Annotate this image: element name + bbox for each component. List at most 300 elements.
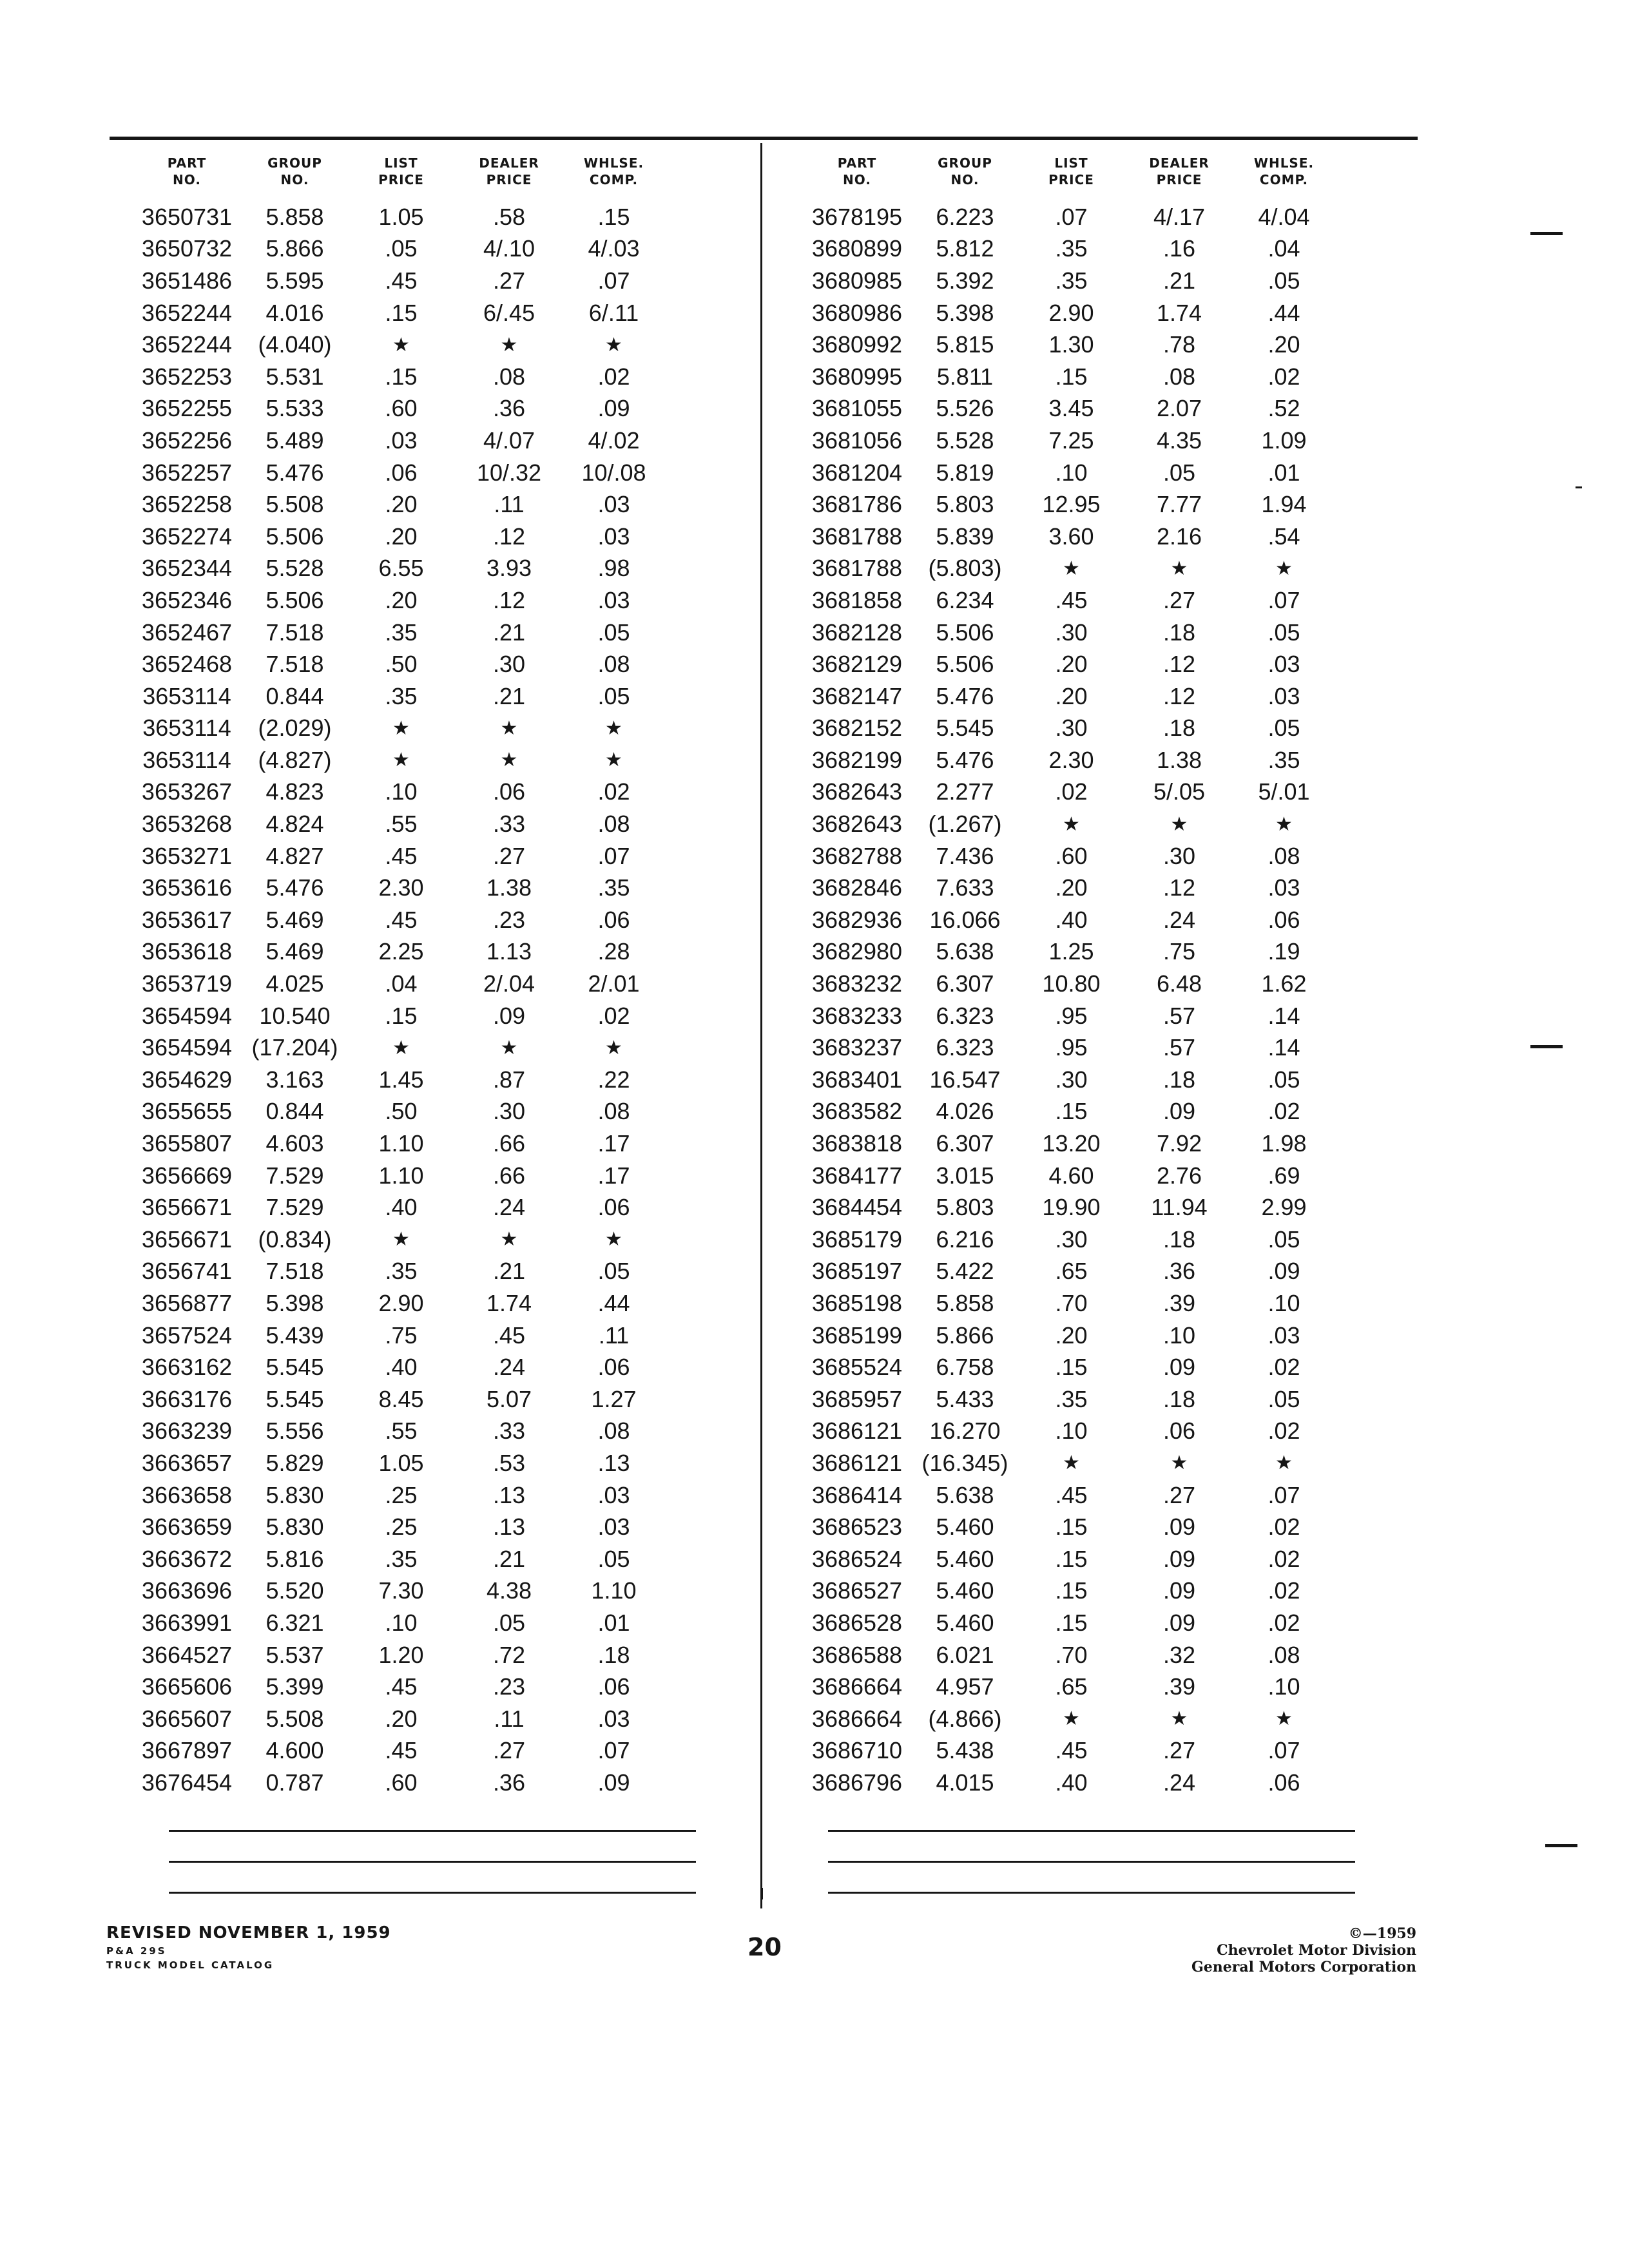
group-no-cell: 5.506 xyxy=(936,619,994,646)
table-row xyxy=(802,1735,1395,1767)
group-no-cell: 0.844 xyxy=(265,682,324,709)
table-row xyxy=(802,840,1395,872)
whlse-comp-cell: 1.27 xyxy=(591,1385,637,1412)
list-price-cell: ★ xyxy=(392,334,410,356)
whlse-comp-cell: ★ xyxy=(605,1229,622,1251)
group-no-cell: 5.422 xyxy=(936,1258,994,1285)
group-no-cell: 5.830 xyxy=(265,1481,324,1508)
list-price-cell: 8.45 xyxy=(378,1385,424,1412)
table-row xyxy=(132,1351,725,1383)
dealer-price-cell: ★ xyxy=(500,1037,518,1059)
dealer-price-cell: .18 xyxy=(1162,1385,1196,1412)
table-row xyxy=(802,1767,1395,1799)
dealer-price-cell: 1.38 xyxy=(486,874,532,901)
table-row xyxy=(802,1383,1395,1416)
table-row xyxy=(132,1128,725,1160)
whlse-comp-cell: .69 xyxy=(1268,1162,1300,1189)
group-no-cell: 3.015 xyxy=(936,1162,994,1189)
dealer-price-cell: .66 xyxy=(492,1130,526,1157)
dealer-price-cell: .21 xyxy=(492,619,526,646)
part-no-cell: 3686523 xyxy=(811,1514,903,1541)
table-row xyxy=(132,744,725,776)
list-price-cell: .15 xyxy=(1055,1098,1088,1125)
table-row xyxy=(132,1160,725,1192)
group-no-cell: (2.029) xyxy=(258,715,332,742)
group-no-cell: 5.528 xyxy=(936,427,994,454)
group-no-cell: 5.438 xyxy=(936,1737,994,1764)
table-row xyxy=(132,553,725,585)
list-price-cell: .20 xyxy=(1055,1321,1088,1349)
dealer-price-cell: ★ xyxy=(1170,1452,1188,1474)
group-no-cell: 6.223 xyxy=(936,203,994,230)
group-no-cell: 6.323 xyxy=(936,1034,994,1061)
dealer-price-cell: .12 xyxy=(492,523,526,550)
dealer-price-cell: .18 xyxy=(1162,619,1196,646)
table-row xyxy=(132,584,725,617)
table-row xyxy=(802,265,1395,297)
whlse-comp-cell: .17 xyxy=(597,1162,630,1189)
group-no-cell: 5.537 xyxy=(265,1641,324,1668)
table-row xyxy=(802,1128,1395,1160)
whlse-comp-cell: .06 xyxy=(597,1673,630,1700)
list-price-cell: .15 xyxy=(385,363,418,390)
dealer-price-cell: .13 xyxy=(492,1481,526,1508)
group-no-cell: 5.433 xyxy=(936,1385,994,1412)
group-no-cell: 4.823 xyxy=(265,778,324,805)
table-row xyxy=(802,1671,1395,1703)
table-row xyxy=(802,201,1395,233)
group-no-cell: 4.957 xyxy=(936,1673,994,1700)
table-row xyxy=(132,1767,725,1799)
part-no-cell: 3654629 xyxy=(141,1066,233,1093)
dealer-price-cell: 10/.32 xyxy=(476,459,542,486)
part-no-cell: 3656671 xyxy=(141,1225,233,1253)
table-row xyxy=(802,1320,1395,1352)
group-no-cell: 16.547 xyxy=(929,1066,1001,1093)
group-no-cell: 5.803 xyxy=(936,1194,994,1221)
list-price-cell: .45 xyxy=(385,1673,418,1700)
list-price-cell: .35 xyxy=(385,619,418,646)
group-no-cell: 4.600 xyxy=(265,1737,324,1764)
whlse-comp-cell: .05 xyxy=(597,682,630,709)
part-no-cell: 3681788 xyxy=(811,523,903,550)
group-no-cell: 5.460 xyxy=(936,1577,994,1604)
whlse-comp-cell: .07 xyxy=(597,267,630,294)
blank-line xyxy=(828,1892,1355,1894)
table-row xyxy=(132,1671,725,1703)
table-row xyxy=(132,488,725,521)
part-no-cell: 3663696 xyxy=(141,1577,233,1604)
table-row xyxy=(802,584,1395,617)
dealer-price-cell: .09 xyxy=(1162,1545,1196,1572)
table-row xyxy=(802,648,1395,680)
list-price-cell: 2.25 xyxy=(378,938,424,965)
group-no-cell: 5.803 xyxy=(936,491,994,518)
whlse-comp-cell: .02 xyxy=(597,1002,630,1029)
dealer-price-cell: .05 xyxy=(1162,459,1196,486)
list-price-cell: 1.10 xyxy=(378,1130,424,1157)
list-price-cell: .25 xyxy=(385,1514,418,1541)
dealer-price-cell: .24 xyxy=(492,1354,526,1381)
list-price-cell: .40 xyxy=(1055,906,1088,933)
part-no-cell: 3653114 xyxy=(142,715,231,742)
list-price-cell: .05 xyxy=(385,235,418,262)
revision-mark xyxy=(1530,1045,1563,1048)
list-price-cell: .70 xyxy=(1055,1641,1088,1668)
list-price-cell: .03 xyxy=(385,427,418,454)
top-rule xyxy=(110,137,1418,140)
dealer-price-cell: 6/.45 xyxy=(483,299,535,326)
dealer-price-cell: .78 xyxy=(1162,331,1196,358)
group-no-cell: 6.323 xyxy=(936,1002,994,1029)
list-price-cell: 1.25 xyxy=(1048,938,1094,965)
part-no-cell: 3652256 xyxy=(141,427,233,454)
dealer-price-cell: .18 xyxy=(1162,1225,1196,1253)
group-no-cell: 7.518 xyxy=(265,619,324,646)
blank-line xyxy=(828,1830,1355,1832)
right-price-table xyxy=(802,155,1395,1799)
group-no-cell: 10.540 xyxy=(259,1002,331,1029)
part-no-cell: 3663991 xyxy=(141,1609,233,1636)
table-row xyxy=(802,1032,1395,1064)
dealer-price-cell: .30 xyxy=(492,651,526,678)
dealer-price-cell: .33 xyxy=(492,811,526,838)
list-price-cell: .50 xyxy=(385,651,418,678)
table-row xyxy=(802,936,1395,968)
part-no-cell: 3683237 xyxy=(811,1034,903,1061)
whlse-comp-cell: .02 xyxy=(1268,1577,1300,1604)
header-group-no: GROUP NO. xyxy=(267,155,322,187)
part-no-cell: 3653271 xyxy=(141,842,233,869)
whlse-comp-cell: .07 xyxy=(1268,1481,1300,1508)
whlse-comp-cell: .05 xyxy=(597,1258,630,1285)
table-row xyxy=(132,968,725,1000)
group-no-cell: 5.866 xyxy=(265,235,324,262)
list-price-cell: .15 xyxy=(1055,1609,1088,1636)
list-price-cell: .55 xyxy=(385,1418,418,1445)
table-row xyxy=(802,1447,1395,1479)
part-no-cell: 3652344 xyxy=(141,555,233,582)
table-row xyxy=(132,521,725,553)
group-no-cell: (4.827) xyxy=(258,746,332,773)
revised-date: REVISED NOVEMBER 1, 1959 xyxy=(106,1923,391,1943)
table-row xyxy=(132,808,725,840)
part-no-cell: 3650732 xyxy=(141,235,233,262)
dealer-price-cell: .09 xyxy=(1162,1514,1196,1541)
dealer-price-cell: .57 xyxy=(1162,1034,1196,1061)
whlse-comp-cell: .02 xyxy=(597,363,630,390)
footer-left xyxy=(106,1923,391,1971)
part-no-cell: 3682152 xyxy=(811,715,903,742)
table-row xyxy=(132,648,725,680)
part-no-cell: 3676454 xyxy=(141,1769,233,1796)
group-no-cell: (17.204) xyxy=(251,1034,338,1061)
whlse-comp-cell: .02 xyxy=(1268,1609,1300,1636)
dealer-price-cell: 4/.07 xyxy=(483,427,535,454)
table-row xyxy=(132,1575,725,1608)
dealer-price-cell: .27 xyxy=(1162,1737,1196,1764)
table-row xyxy=(132,1320,725,1352)
part-no-cell: 3683233 xyxy=(811,1002,903,1029)
whlse-comp-cell: .05 xyxy=(1268,1385,1300,1412)
table-row xyxy=(132,840,725,872)
table-row xyxy=(802,488,1395,521)
table-row xyxy=(802,1703,1395,1735)
table-row xyxy=(132,904,725,936)
part-no-cell: 3686796 xyxy=(811,1769,903,1796)
table-body xyxy=(132,201,725,1799)
whlse-comp-cell: .13 xyxy=(597,1449,630,1476)
group-no-cell: 5.460 xyxy=(936,1514,994,1541)
table-row xyxy=(132,1000,725,1032)
part-no-cell: 3682199 xyxy=(811,746,903,773)
part-no-cell: 3681786 xyxy=(811,491,903,518)
group-no-cell: 4.603 xyxy=(265,1130,324,1157)
whlse-comp-cell: .07 xyxy=(1268,1737,1300,1764)
list-price-cell: .45 xyxy=(385,267,418,294)
dealer-price-cell: 7.77 xyxy=(1156,491,1202,518)
table-row xyxy=(132,1191,725,1224)
group-no-cell: 7.529 xyxy=(265,1162,324,1189)
whlse-comp-cell: .35 xyxy=(1268,746,1300,773)
dealer-price-cell: 1.74 xyxy=(1156,299,1202,326)
part-no-cell: 3652258 xyxy=(141,491,233,518)
group-no-cell: 5.489 xyxy=(265,427,324,454)
copyright: ©—1959 xyxy=(1348,1925,1416,1942)
dealer-price-cell: .12 xyxy=(1162,651,1196,678)
part-no-cell: 3685197 xyxy=(811,1258,903,1285)
dealer-price-cell: .33 xyxy=(492,1418,526,1445)
group-no-cell: 6.307 xyxy=(936,970,994,997)
group-no-cell: 5.506 xyxy=(265,586,324,613)
catalog-code: P&A 29S xyxy=(106,1945,167,1957)
list-price-cell: 12.95 xyxy=(1042,491,1101,518)
list-price-cell: .35 xyxy=(1055,235,1088,262)
dealer-price-cell: .36 xyxy=(492,1769,526,1796)
list-price-cell: .30 xyxy=(1055,715,1088,742)
list-price-cell: ★ xyxy=(1063,813,1080,835)
part-no-cell: 3653114 xyxy=(142,746,231,773)
blank-line xyxy=(169,1830,696,1832)
whlse-comp-cell: .28 xyxy=(597,938,630,965)
whlse-comp-cell: 1.98 xyxy=(1261,1130,1307,1157)
header-list-price: LIST PRICE xyxy=(378,155,424,187)
list-price-cell: .25 xyxy=(385,1481,418,1508)
table-row xyxy=(802,1160,1395,1192)
dealer-price-cell: .21 xyxy=(492,1258,526,1285)
table-row xyxy=(132,425,725,457)
whlse-comp-cell: .02 xyxy=(1268,1098,1300,1125)
whlse-comp-cell: .06 xyxy=(597,1354,630,1381)
whlse-comp-cell: .08 xyxy=(1268,1641,1300,1668)
dealer-price-cell: 1.74 xyxy=(486,1289,532,1316)
part-no-cell: 3683818 xyxy=(811,1130,903,1157)
whlse-comp-cell: 5/.01 xyxy=(1258,778,1310,805)
part-no-cell: 3655655 xyxy=(141,1098,233,1125)
list-price-cell: ★ xyxy=(1063,1708,1080,1730)
part-no-cell: 3652468 xyxy=(141,651,233,678)
list-price-cell: 6.55 xyxy=(378,555,424,582)
list-price-cell: ★ xyxy=(1063,557,1080,579)
table-row xyxy=(802,617,1395,649)
list-price-cell: 7.25 xyxy=(1048,427,1094,454)
whlse-comp-cell: .11 xyxy=(598,1321,630,1349)
list-price-cell: .45 xyxy=(385,842,418,869)
part-no-cell: 3686527 xyxy=(811,1577,903,1604)
table-row xyxy=(802,1639,1395,1671)
list-price-cell: 2.30 xyxy=(1048,746,1094,773)
revision-mark xyxy=(1576,486,1582,488)
list-price-cell: .35 xyxy=(1055,1385,1088,1412)
whlse-comp-cell: .19 xyxy=(1268,938,1300,965)
whlse-comp-cell: 6/.11 xyxy=(588,299,639,326)
header-whlse-comp: WHLSE. COMP. xyxy=(1253,155,1315,187)
group-no-cell: 5.506 xyxy=(936,651,994,678)
whlse-comp-cell: ★ xyxy=(605,334,622,356)
whlse-comp-cell: 2/.01 xyxy=(588,970,640,997)
list-price-cell: .60 xyxy=(385,1769,418,1796)
table-row xyxy=(802,776,1395,809)
part-no-cell: 3655807 xyxy=(141,1130,233,1157)
whlse-comp-cell: ★ xyxy=(1275,1452,1293,1474)
part-no-cell: 3664527 xyxy=(141,1641,233,1668)
table-row xyxy=(802,1287,1395,1320)
whlse-comp-cell: .15 xyxy=(597,203,630,230)
dealer-price-cell: .08 xyxy=(1162,363,1196,390)
dealer-price-cell: .09 xyxy=(1162,1354,1196,1381)
dealer-price-cell: .27 xyxy=(1162,1481,1196,1508)
list-price-cell: .45 xyxy=(1055,1481,1088,1508)
part-no-cell: 3656741 xyxy=(141,1258,233,1285)
whlse-comp-cell: .02 xyxy=(1268,1514,1300,1541)
dealer-price-cell: 6.48 xyxy=(1156,970,1202,997)
table-row xyxy=(132,201,725,233)
group-no-cell: 5.469 xyxy=(265,906,324,933)
list-price-cell: .45 xyxy=(385,906,418,933)
list-price-cell: .15 xyxy=(1055,1514,1088,1541)
part-no-cell: 3663658 xyxy=(141,1481,233,1508)
table-row xyxy=(132,1064,725,1096)
group-no-cell: 3.163 xyxy=(265,1066,324,1093)
list-price-cell: .55 xyxy=(385,811,418,838)
table-row xyxy=(802,1479,1395,1512)
dealer-price-cell: 4.35 xyxy=(1156,427,1202,454)
whlse-comp-cell: .02 xyxy=(1268,1354,1300,1381)
part-no-cell: 3653618 xyxy=(141,938,233,965)
part-no-cell: 3663672 xyxy=(141,1545,233,1572)
revision-mark xyxy=(1545,1844,1577,1847)
group-no-cell: 6.216 xyxy=(936,1225,994,1253)
group-no-cell: 5.508 xyxy=(265,1705,324,1732)
dealer-price-cell: ★ xyxy=(1170,1708,1188,1730)
column-divider xyxy=(760,143,762,1908)
whlse-comp-cell: .02 xyxy=(1268,1418,1300,1445)
table-row xyxy=(802,1511,1395,1543)
table-row xyxy=(132,233,725,265)
dealer-price-cell: .12 xyxy=(1162,874,1196,901)
part-no-cell: 3686664 xyxy=(811,1673,903,1700)
page-number: 20 xyxy=(747,1933,782,1961)
footer-right xyxy=(1191,1925,1416,1975)
group-no-cell: 5.839 xyxy=(936,523,994,550)
group-no-cell: 0.787 xyxy=(265,1769,324,1796)
dealer-price-cell: .09 xyxy=(1162,1098,1196,1125)
list-price-cell: 2.30 xyxy=(378,874,424,901)
list-price-cell: ★ xyxy=(392,749,410,771)
revision-mark xyxy=(1530,232,1563,235)
whlse-comp-cell: .02 xyxy=(1268,1545,1300,1572)
group-no-cell: 0.844 xyxy=(265,1098,324,1125)
list-price-cell: .40 xyxy=(385,1194,418,1221)
blank-line xyxy=(169,1861,696,1863)
list-price-cell: .10 xyxy=(1055,459,1088,486)
list-price-cell: .45 xyxy=(1055,1737,1088,1764)
group-no-cell: 5.829 xyxy=(265,1449,324,1476)
dealer-price-cell: .12 xyxy=(1162,682,1196,709)
group-no-cell: 6.234 xyxy=(936,586,994,613)
dealer-price-cell: .24 xyxy=(1162,906,1196,933)
group-no-cell: 5.398 xyxy=(265,1289,324,1316)
blank-line xyxy=(169,1892,696,1894)
dealer-price-cell: 1.38 xyxy=(1156,746,1202,773)
list-price-cell: .50 xyxy=(385,1098,418,1125)
whlse-comp-cell: .35 xyxy=(597,874,630,901)
dealer-price-cell: .21 xyxy=(492,682,526,709)
part-no-cell: 3680995 xyxy=(811,363,903,390)
catalog-name: TRUCK MODEL CATALOG xyxy=(106,1959,275,1971)
part-no-cell: 3683582 xyxy=(811,1098,903,1125)
list-price-cell: .20 xyxy=(385,586,418,613)
list-price-cell: 1.05 xyxy=(378,203,424,230)
dealer-price-cell: .39 xyxy=(1162,1673,1196,1700)
table-row xyxy=(802,713,1395,745)
list-price-cell: ★ xyxy=(392,717,410,739)
whlse-comp-cell: .05 xyxy=(1268,619,1300,646)
whlse-comp-cell: .09 xyxy=(597,1769,630,1796)
whlse-comp-cell: .08 xyxy=(1268,842,1300,869)
dealer-price-cell: .57 xyxy=(1162,1002,1196,1029)
list-price-cell: ★ xyxy=(392,1037,410,1059)
part-no-cell: 3653267 xyxy=(141,778,233,805)
group-no-cell: 5.866 xyxy=(936,1321,994,1349)
list-price-cell: .95 xyxy=(1055,1034,1088,1061)
group-no-cell: 5.398 xyxy=(936,299,994,326)
whlse-comp-cell: .06 xyxy=(1268,906,1300,933)
group-no-cell: 5.556 xyxy=(265,1418,324,1445)
list-price-cell: .20 xyxy=(385,523,418,550)
group-no-cell: 6.307 xyxy=(936,1130,994,1157)
table-row xyxy=(132,1543,725,1575)
whlse-comp-cell: 4/.02 xyxy=(588,427,640,454)
part-no-cell: 3680992 xyxy=(811,331,903,358)
list-price-cell: ★ xyxy=(1063,1452,1080,1474)
table-row xyxy=(802,425,1395,457)
part-no-cell: 3665607 xyxy=(141,1705,233,1732)
part-no-cell: 3686414 xyxy=(811,1481,903,1508)
group-no-cell: 5.476 xyxy=(936,682,994,709)
dealer-price-cell: 4.38 xyxy=(486,1577,532,1604)
list-price-cell: .15 xyxy=(1055,363,1088,390)
list-price-cell: 19.90 xyxy=(1042,1194,1101,1221)
table-row xyxy=(132,1607,725,1639)
group-no-cell: 5.638 xyxy=(936,1481,994,1508)
table-row xyxy=(132,1256,725,1288)
table-row xyxy=(132,713,725,745)
part-no-cell: 3682128 xyxy=(811,619,903,646)
part-no-cell: 3683401 xyxy=(811,1066,903,1093)
part-no-cell: 3651486 xyxy=(141,267,233,294)
list-price-cell: 2.90 xyxy=(378,1289,424,1316)
